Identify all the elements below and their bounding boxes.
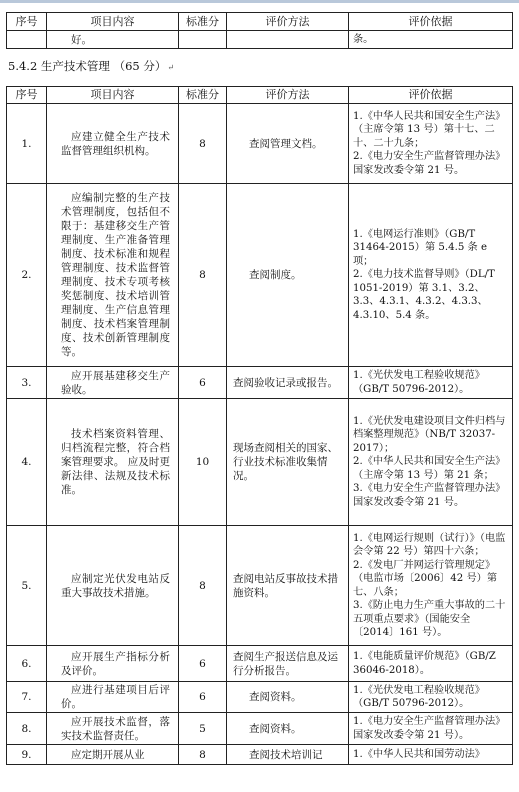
cell-method: 查阅技术培训记 xyxy=(227,745,349,765)
cell-method: 查阅管理文档。 xyxy=(227,104,349,184)
header-method: 评价方法 xyxy=(227,87,349,104)
cell-seq: 6. xyxy=(7,646,47,682)
evaluation-table xyxy=(6,86,513,765)
cell-basis xyxy=(349,367,513,399)
basis-reference: 2.《发电厂并网运行管理规定》（电监市场〔2006〕42 号）第七、八条； xyxy=(353,559,498,598)
cell-method: 现场查阅相关的国家、行业技术标准收集情况。 xyxy=(227,399,349,526)
cell-item: 应编制完整的生产技术管理制度，包括但不限于：基建移交生产管理制度、生产准备管理制度、技术标准和规程管理制度、技术监督管理制度、技术专项考核奖惩制度、技术培训管理制度、生产信息管理制度、技术档案管理制度、技术创新管理制度等。 xyxy=(47,184,179,367)
cell-seq: 7. xyxy=(7,682,47,713)
header-seq: 序号 xyxy=(7,13,47,31)
header-seq: 序号 xyxy=(7,87,47,104)
cell-method: 查阅电站反事故技术措施资料。 xyxy=(227,526,349,646)
section-heading-text: 5.4.2 生产技术管理 （65 分） xyxy=(8,59,167,73)
cell-item: 应制定光伏发电站反重大事故技术措施。 xyxy=(47,526,179,646)
basis-reference: 1.《光伏发电工程验收规范》（GB/T 50796-2012）。 xyxy=(353,370,485,395)
table-row xyxy=(7,184,513,367)
cell-basis: 条。 xyxy=(349,31,513,49)
basis-reference: 3.《防止电力生产重大事故的二十五项重点要求》（国能安全〔2014〕161 号）。 xyxy=(353,600,506,638)
cell-item: 技术档案资料管理、归档流程完整，符合档案管理要求。 应及时更新法律、法规及技术标准。 xyxy=(47,399,179,526)
cell-item: 应开展生产指标分析及评价。 xyxy=(47,646,179,682)
table-row xyxy=(7,646,513,682)
basis-reference: 1.《中华人民共和国安全生产法》（主席令第 13 号）第十七、二十、二十九条； xyxy=(353,110,506,149)
basis-reference: 2.《电力安全生产监督管理办法》国家发改委令第 21 号。 xyxy=(353,151,506,176)
basis-reference: 1.《电网运行准则》（GB/T 31464-2015）第 5.4.5 条 e项； xyxy=(353,228,488,267)
cell-seq: 8. xyxy=(7,713,47,745)
cell-basis xyxy=(349,399,513,526)
basis-reference: 1.《光伏发电工程验收规范》（GB/T 50796-2012）。 xyxy=(353,684,485,709)
carryover-table xyxy=(6,12,513,49)
header-basis: 评价依据 xyxy=(349,13,513,31)
cell-method: 查阅资料。 xyxy=(227,682,349,713)
cell-basis xyxy=(349,526,513,646)
cell-seq xyxy=(7,31,47,49)
header-item: 项目内容 xyxy=(47,13,179,31)
cell-std: 6 xyxy=(179,367,227,399)
cell-seq: 2. xyxy=(7,184,47,367)
cell-item: 应建立健全生产技术监督管理组织机构。 xyxy=(47,104,179,184)
table-row xyxy=(7,526,513,646)
table-row xyxy=(7,682,513,713)
cell-std: 6 xyxy=(179,682,227,713)
header-std: 标准分 xyxy=(179,13,227,31)
header-item: 项目内容 xyxy=(47,87,179,104)
cell-std: 8 xyxy=(179,184,227,367)
table-row xyxy=(7,31,513,49)
table-row xyxy=(7,104,513,184)
table-body xyxy=(7,104,513,765)
cell-basis xyxy=(349,104,513,184)
cell-item: 应开展基建移交生产验收。 xyxy=(47,367,179,399)
table-row xyxy=(7,399,513,526)
cell-method: 查阅制度。 xyxy=(227,184,349,367)
header-basis: 评价依据 xyxy=(349,87,513,104)
cell-method: 查阅资料。 xyxy=(227,713,349,745)
basis-reference: 2.《电力技术监督导则》（DL/T 1051-2019）第 3.1、3.2、3.3、4.3.1、4.3.2、4.3.3、4.3.10、5.4 条。 xyxy=(353,269,495,321)
basis-reference: 1.《电能质量评价规范》（GB/Z 36046-2018）。 xyxy=(353,651,496,676)
cell-method: 查阅生产报送信息及运行分析报告。 xyxy=(227,646,349,682)
header-std: 标准分 xyxy=(179,87,227,104)
basis-reference: 1.《中华人民共和国劳动法》 xyxy=(353,748,485,760)
basis-reference: 2.《中华人民共和国安全生产法》（主席令第 13 号）第 21 条； xyxy=(353,456,506,481)
cell-item: 应定期开展从业 xyxy=(47,745,179,765)
table-row xyxy=(7,367,513,399)
table-row xyxy=(7,713,513,745)
cell-item: 好。 xyxy=(47,31,179,49)
cell-basis xyxy=(349,184,513,367)
cell-seq: 5. xyxy=(7,526,47,646)
cell-seq: 4. xyxy=(7,399,47,526)
cell-basis xyxy=(349,713,513,745)
cell-method xyxy=(227,31,349,49)
cell-seq: 1. xyxy=(7,104,47,184)
basis-reference: 1.《电力安全生产监督管理办法》国家发改委令第 21 号）。 xyxy=(353,716,506,741)
cell-std: 8 xyxy=(179,526,227,646)
cell-std xyxy=(179,31,227,49)
cell-std: 8 xyxy=(179,104,227,184)
table-header-row xyxy=(7,13,513,31)
table-row xyxy=(7,745,513,765)
cell-basis xyxy=(349,682,513,713)
header-method: 评价方法 xyxy=(227,13,349,31)
window-top-strip xyxy=(0,0,519,3)
cell-item: 应进行基建项目后评价。 xyxy=(47,682,179,713)
cell-std: 10 xyxy=(179,399,227,526)
cell-std: 8 xyxy=(179,745,227,765)
cell-std: 6 xyxy=(179,646,227,682)
cell-basis xyxy=(349,745,513,765)
cell-method: 查阅验收记录或报告。 xyxy=(227,367,349,399)
section-heading xyxy=(8,58,174,74)
cell-seq: 3. xyxy=(7,367,47,399)
cell-std: 5 xyxy=(179,713,227,745)
basis-reference: 1.《电网运行规则（试行）》（电监会令第 22 号）第四十六条； xyxy=(353,532,506,557)
table-header-row xyxy=(7,87,513,104)
basis-reference: 1.《光伏发电建设项目文件归档与档案整理规范》（NB/T 32037-2017）； xyxy=(353,415,506,454)
paragraph-mark-icon xyxy=(166,59,174,73)
cell-basis xyxy=(349,646,513,682)
basis-reference: 3.《电力安全生产监督管理办法》国家发改委令第 21 号。 xyxy=(353,483,506,508)
cell-seq: 9. xyxy=(7,745,47,765)
cell-item: 应开展技术监督，落实技术监督责任。 xyxy=(47,713,179,745)
